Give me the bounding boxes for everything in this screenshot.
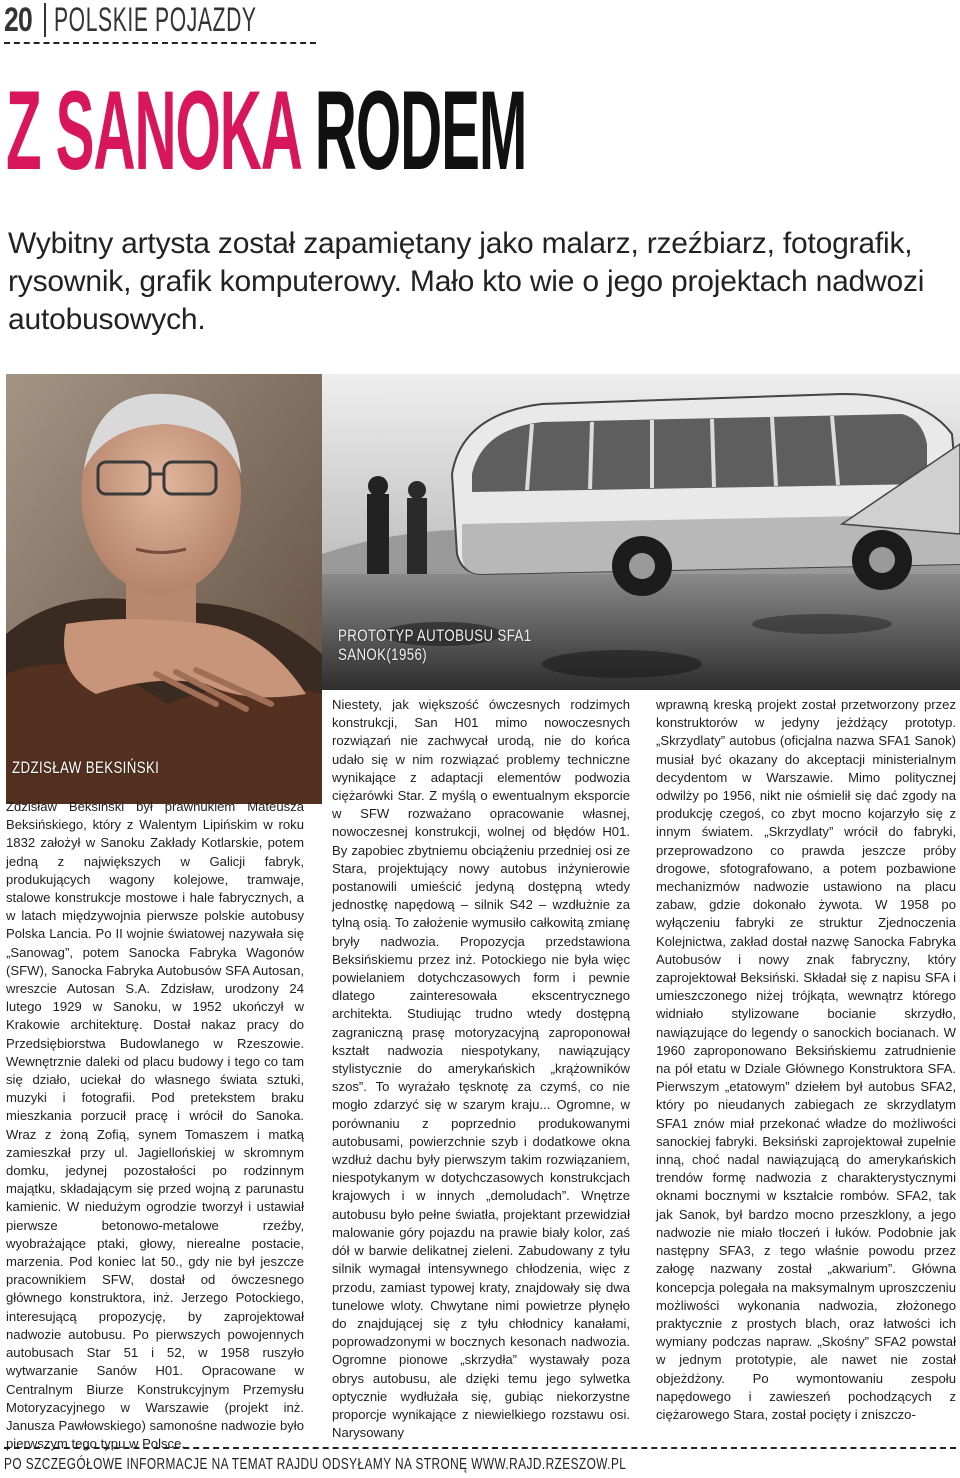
headline-part-1: Z SANOKA (6, 68, 300, 193)
portrait-photo (6, 374, 322, 804)
header-dashed-rule (4, 42, 316, 44)
column-3-text: wprawną kreską projekt został przetworzony przez konstruktorów w jedyny jeżdżący prototyp. „Skrzydlaty” autobus (oficjalna nazwa SFA1 Sanok) musiał być okazany do akceptacji ministerialnym decydentom w Warszawie. Mimo politycznej odwilży po 1956, nikt nie ośmielił się dać zgody na produkcję czegoś, co zbyt mocno kojarzyło się z innym światem. „Skrzydlaty” wrócił do fabryki, przeprowadzono co prawda jeszcze próby drogowe, sfotografowano, a potem pozbawione mechanizmów nadwozie ustawiono na placu zabaw, gdzie dokonało żywota. W 1958 po wyłączeniu fabryki ze struktur Zjednoczenia Kolejnictwa, zakład dostał nazwę Sanocka Fabryka Autobusów i nowy znak fabryczny, który zaprojektował Beksiński. Składał się z napisu SFA i umieszczonego niżej trójkąta, wewnątrz którego widniało stylizowane bocianie skrzydło, nawiązujące do legendy o sanockich bocianach. W 1960 zaproponowano Beksińskiemu zatrudnienie na pół etatu w Dziale Głównego Konstruktora SFA. Pierwszym „etatowym” dziełem był autobus SFA2, który po nieudanych zabiegach ze skrzydlatym SFA1 znów miał przekonać władze do możliwości sanockiej fabryki. Beksiński zaprojektował zupełnie inną, choć nadal nawiązującą do amerykańskich trendów formę nadwozia z charakterystycznymi oknami bocznymi w kształcie rombów. SFA2, tak jak Sanok, był bardzo mocno przeszklony, a jego nadwozie nie miało tłoczeń i łuków. Podobnie jak następny SFA3, z tego właśnie powodu przez załogę nazwany został „akwarium”. Główna koncepcja polegała na maksymalnym uproszczeniu możliwości wykonania nadwozia, złożonego praktycznie z prostych blach, oraz łatwości ich wymiany podczas napraw. „Skośny” SFA2 powstał w jednym prototypie, ale nawet nie został objeżdżony. Po wymontowaniu zespołu napędowego i zawieszeń pochodzących z ciężarowego Stara, został pocięty i zniszczo- (656, 697, 956, 1422)
article-column-2 (332, 696, 630, 1442)
column-1-text: Zdzisław Beksiński był prawnukiem Mateusza Beksińskiego, który z Walentym Lipińskim w roku 1832 założył w Sanoku Zakłady Kotlarskie, potem jedną z największych w Galicji fabryk, produkujących wagony kolejowe, tramwaje, stalowe konstrukcje mostowe i hale fabrycznych, a w latach międzywojnia pierwsze polskie autobusy Polska Lancia. Po II wojnie światowej nazywała się „Sanowag”, potem Sanocka Fabryka Wagonów (SFW), Sanocka Fabryka Autobusów SFA Autosan, wreszcie Autosan S.A. Zdzisław, urodzony 24 lutego 1929 w Sanoku, w 1952 ukończył w Krakowie architekturę. Dostał nakaz pracy do Przedsiębiorstwa Budowlanego w Rzeszowie. Wewnętrznie daleki od placu budowy i tego co tam się działo, uciekał do własnego świata sztuki, muzyki i fotografii. Pod pretekstem braku mieszkania porzucił pracę i wrócił do Sanoka. Wraz z żoną Zofią, synem Tomaszem i matką zamieszkał przy ul. Jagiellońskiej w skromnym domku, jedynej pozostałości po rodzinnym majątku, składającym się przed wojną z parunastu kamienic. W niedużym ogrodzie tworzył i ustawiał pierwsze betonowo-metalowe rzeźby, wyobrażające ptaki, głowy, nierealne postacie, marzenia. Pod koniec lat 50., gdy nie był jeszcze pracownikiem SFW, dostał od ówczesnego głównego konstruktora, inż. Jerzego Potockiego, interesującą propozycję, by zaprojektował nadwozie autobusu. Po pierwszych powojennych autobusach Star 51 i 52, w 1958 ruszyło wytwarzanie Sanów H01. Opracowane w Centralnym Biurze Konstrukcyjnym Przemysłu Motoryzacyjnego w Warszawie (projekt inż. Janusza Pawłowskiego) samonośne nadwozie było pierwszym tego typu w Polsce. (6, 799, 304, 1452)
bus-caption-line-2: SANOK(1956) (338, 645, 428, 664)
portrait-illustration (6, 374, 322, 804)
page-header (4, 0, 381, 46)
article-column-1 (6, 798, 304, 1453)
article-lead: Wybitny artysta został zapamiętany jako malarz, rzeźbiarz, fotografik, rysownik, grafik komputerowy. Mało kto wie o jego projektach nadwozi autobusowych. (8, 227, 925, 336)
bus-caption-line-1: PROTOTYP AUTOBUSU SFA1 (338, 626, 532, 645)
article-column-3 (656, 696, 956, 1424)
portrait-caption: ZDZISŁAW BEKSIŃSKI (12, 758, 160, 777)
column-2-text: Niestety, jak większość ówczesnych rodzimych konstrukcji, San H01 mimo nowoczesnych rozwiązań nie zachwycał urodą, nie do końca udało się w nim rozwiązać problemy techniczne wynikające z adaptacji elementów podwozia ciężarówki Star. Z myślą o ewentualnym eksporcie w SFW rozważano opracowanie własnej, nowoczesnej konstrukcji, wolnej od błędów H01. By zapobiec zbytniemu obciążeniu przedniej osi ze Stara, projektujący nowy autobus inżynierowie postanowili umieścić jedyną dostępną wtedy jednostkę napędową – silnik S42 – wzdłużnie za tylną osią. To założenie wymusiło całkowitą zmianę bryły nadwozia. Propozycja przedstawiona Beksińskiemu przez inż. Potockiego nie była więc powielaniem dotychczasowych form i pewnie dlatego zainteresowała ekscentrycznego architekta. Studiując trudno wtedy dostępną zagraniczną prasę motoryzacyjną zaproponował kształt nadwozia niespotykany, nawiązujący stylistycznie do amerykańskich „krążowników szos”. To wyrażało tęsknotę za czymś, co nie mogło zdarzyć się w szarym kraju... Ogromne, w porównaniu z poprzednio produkowanymi autobusami, powierzchnie szyb i dodatkowe okna wzdłuż dachu były pierwszym takim rozwiązaniem, niespotykanym w dotychczasowych konstrukcjach krajowych i w innych „demoludach”. Wnętrze autobusu było pełne światła, projektant przewidział malowanie góry pojazdu na prawie biały kolor, zaś dół w barwie delikatnej zieleni. Zabudowany z tyłu silnik wymagał intensywnego chłodzenia, więc z przodu, zamiast typowej kraty, znajdowały się dwa tunelowe wloty. Chwytane nimi powietrze płynęło do znajdującej się z tyłu chłodnicy kanałami, poprowadzonymi w bocznych kesonach nadwozia. Ogromne pionowe „skrzydła” wystawały poza obrys autobusu, ale dzięki temu jego sylwetka optycznie wydłużała się, gubiąc niekorzystne proporcje wynikające z niewielkiego rozstawu osi. Narysowany (332, 697, 630, 1441)
footer-dashed-rule (4, 1447, 956, 1449)
footer-note: PO SZCZEGÓŁOWE INFORMACJE NA TEMAT RAJDU ODSYŁAMY NA STRONĘ WWW.RAJD.RZESZOW.PL (4, 1456, 627, 1473)
headline-part-2: RODEM (314, 68, 527, 193)
page-number: 20 (4, 1, 32, 39)
header-divider (44, 3, 46, 37)
section-title: POLSKIE POJAZDY (54, 1, 257, 39)
bus-caption (338, 626, 532, 664)
article-headline (6, 68, 527, 193)
